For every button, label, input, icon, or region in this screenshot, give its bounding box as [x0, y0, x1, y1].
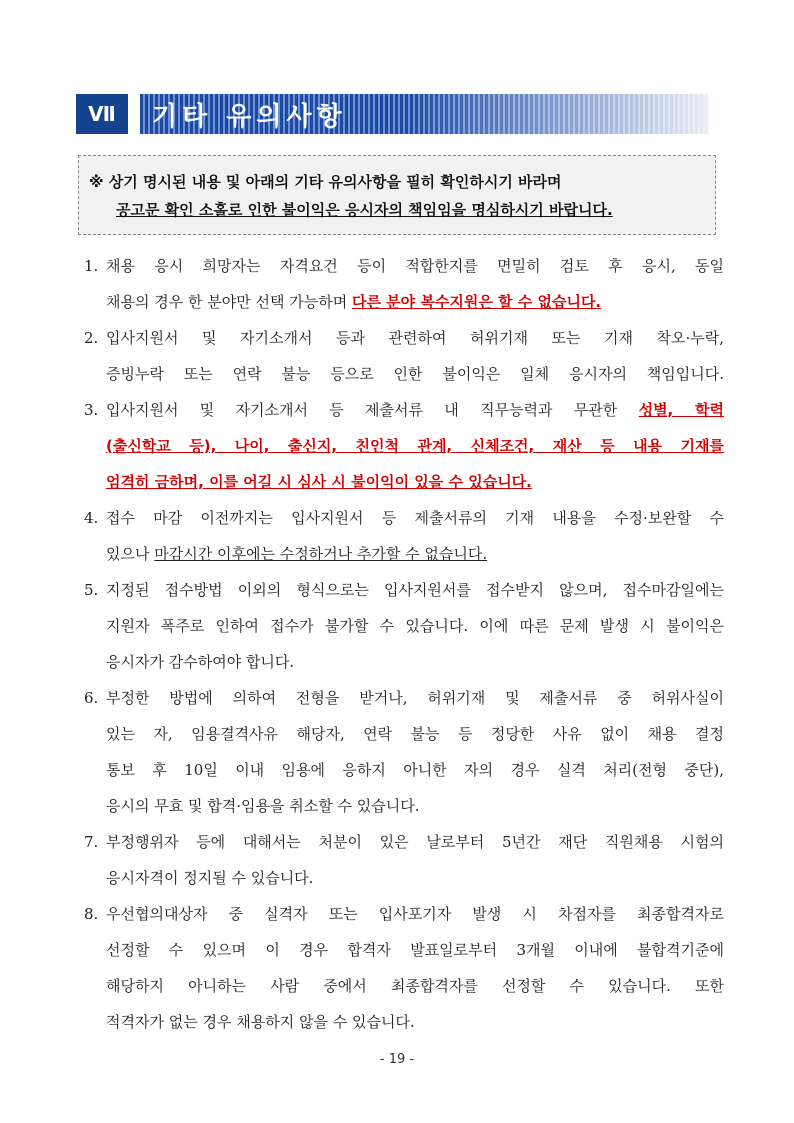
list-item: 6. 부정한 방법에 의하여 전형을 받거나, 허위기재 및 제출서류 중 허위사실이 있는 자, 임용결격사유 해당자, 연락 불능 등 정당한 사유 없이 채용 결정 통보 후 10일 이내 임용에 응하지 아니한 자의 경우 실격 처리(전형 중단), 응시의 무효 및 합격·임용을 취소할 수 있습니다. — [84, 689, 724, 815]
warning-text: 성별, 학력 — [638, 401, 724, 419]
notice-box — [78, 155, 716, 235]
notice-line-2: 공고문 확인 소홀로 인한 불이익은 응시자의 책임임을 명심하시기 바랍니다. — [116, 201, 613, 219]
notice-line-1: ※ 상기 명시된 내용 및 아래의 기타 유의사항을 필히 확인하시기 바라며 — [89, 173, 562, 191]
section-title: 기타 유의사항 — [152, 101, 347, 132]
list-item: 3. 입사지원서 및 자기소개서 등 제출서류 내 직무능력과 무관한 성별, 학력 (출신학교 등), 나이, 출신지, 친인척 관계, 신체조건, 재산 등 내용 기재를 엄격히 금하며, 이를 어길 시 심사 시 불이익이 있을 수 있습니다. — [84, 401, 724, 491]
caution-list — [84, 248, 724, 1040]
list-item: 2. 입사지원서 및 자기소개서 등과 관련하여 허위기재 또는 기재 착오·누락, 증빙누락 또는 연락 불능 등으로 인한 불이익은 일체 응시자의 책임입니다. — [84, 329, 724, 383]
warning-text: 다른 분야 복수지원은 할 수 없습니다. — [351, 293, 602, 311]
list-item: 5. 지정된 접수방법 이외의 형식으로는 입사지원서를 접수받지 않으며, 접수마감일에는 지원자 폭주로 인하여 접수가 불가할 수 있습니다. 이에 따른 문제 발생 시 불이익은 응시자가 감수하여야 합니다. — [84, 581, 724, 671]
list-item: 8. 우선협의대상자 중 실격자 또는 입사포기자 발생 시 차점자를 최종합격자로 선정할 수 있으며 이 경우 합격자 발표일로부터 3개월 이내에 불합격기준에 해당하지 아니하는 사람 중에서 최종합격자를 선정할 수 있습니다. 또한 적격자가 없는 경우 채용하지 않을 수 있습니다. — [84, 905, 724, 1031]
page-number: - 19 - — [379, 1052, 415, 1067]
warning-text: 엄격히 금하며, 이를 어길 시 심사 시 불이익이 있을 수 있습니다. — [106, 473, 532, 491]
section-header — [76, 94, 708, 134]
underlined-text: 마감시간 이후에는 수정하거나 추가할 수 없습니다. — [154, 545, 488, 563]
warning-text: (출신학교 등), 나이, 출신지, 친인척 관계, 신체조건, 재산 등 내용 기재를 — [106, 437, 724, 455]
list-item: 4. 접수 마감 이전까지는 입사지원서 등 제출서류의 기재 내용을 수정·보완할 수 있으나 마감시간 이후에는 수정하거나 추가할 수 없습니다. — [84, 509, 724, 563]
list-item: 7. 부정행위자 등에 대해서는 처분이 있은 날로부터 5년간 재단 직원채용 시험의 응시자격이 정지될 수 있습니다. — [84, 833, 724, 887]
list-item: 1. 채용 응시 희망자는 자격요건 등이 적합한지를 면밀히 검토 후 응시, 동일 채용의 경우 한 분야만 선택 가능하며 다른 분야 복수지원은 할 수 없습니다. — [84, 257, 724, 311]
section-title-bar — [140, 94, 708, 134]
section-number: Ⅶ — [76, 94, 128, 134]
